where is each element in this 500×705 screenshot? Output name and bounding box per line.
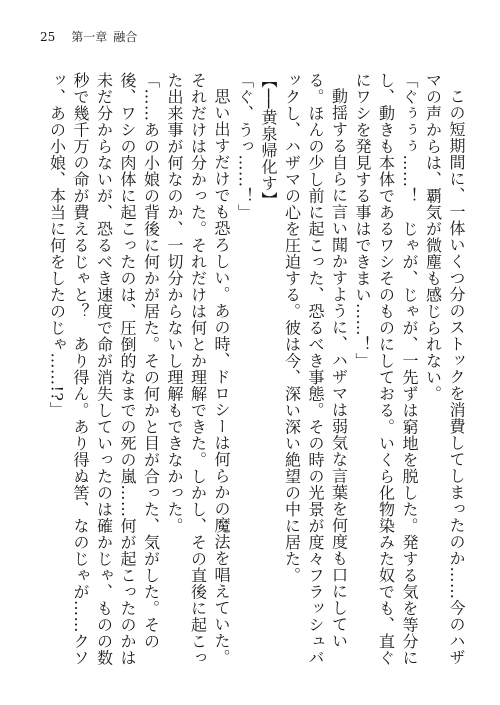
chapter-title: 融合 [113, 30, 138, 44]
paragraph: 思い出すだけでも恐ろしい。あの時、ドロシーは何らかの魔法を唱えていた。それだけは分かった。それだけは何とか理解できた。しかし、その直後に起こった出来事が何なのか、一切分からないし理解もできなかった。 [165, 72, 231, 666]
dialogue-paragraph: 「ぐ、うっ……！」 [235, 72, 255, 221]
page-number: 25 [40, 30, 56, 44]
spell-incantation: 【──黄泉帰化す】 [259, 72, 278, 208]
running-header [40, 30, 137, 44]
paragraph: 動揺する自らに言い聞かすように、ハザマは弱気な言葉を何度も口にしている。ほんの少し前に起こった、恐るべき事態。その時の光景が度々フラッシュバックし、ハザマの心を圧迫する。彼は今、深い深い絶望の中に居た。 [282, 72, 349, 666]
dialogue-paragraph: 「ぐぅぅぅ……！ じゃが、じゃが、一先ずは窮地を脱した。発する気を等分にし、動きも本体であるワシそのものにしておる。いくら化物染みた奴でも、直ぐにワシを発見する事はできまい……！」 [353, 72, 419, 666]
chapter-label: 第一章 [71, 30, 108, 44]
vertical-body-text [45, 72, 468, 672]
paragraph: この短期間に、一体いくつ分のストックを消費してしまったのか……今のハザマの声からは、覇気が微塵も感じられない。 [423, 72, 466, 666]
dialogue-paragraph: 「……あの小娘の背後に何かが居た。その何かと目が合った、気がした。その後、ワシの肉体に起こったのは、圧倒的なまでの死の嵐……何が起こったのかは未だ分からないが、恐るべき速度で命が消失していったのは確かじゃ、ものの数秒で幾千万の命が費えるじゃと？ あり得ん。あり得ぬ筈、なのじゃが……クソッ、あの小娘、本当に何をしたのじゃ……!?」 [47, 72, 161, 666]
